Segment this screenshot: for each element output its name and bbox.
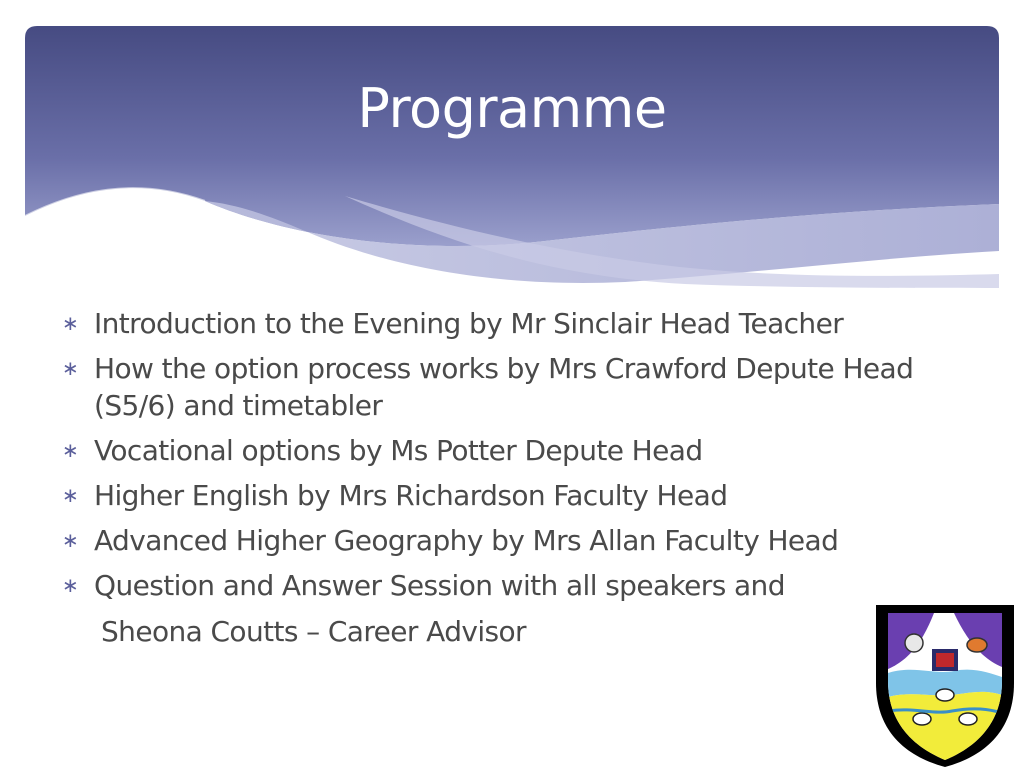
slide-title: Programme bbox=[357, 77, 667, 140]
asterisk-bullet-icon: ∗ bbox=[62, 483, 79, 507]
header-band bbox=[25, 26, 999, 288]
asterisk-bullet-icon: ∗ bbox=[62, 438, 79, 462]
asterisk-bullet-icon: ∗ bbox=[62, 311, 79, 335]
list-item bbox=[62, 350, 922, 424]
bullet-text: Vocational options by Ms Potter Depute Head bbox=[94, 434, 703, 467]
list-item bbox=[62, 522, 922, 559]
bullet-text: Advanced Higher Geography by Mrs Allan Faculty Head bbox=[94, 524, 839, 557]
list-item bbox=[62, 477, 922, 514]
bullet-text: How the option process works by Mrs Crawford Depute Head (S5/6) and timetabler bbox=[94, 352, 914, 422]
list-item bbox=[62, 432, 922, 469]
list-item bbox=[62, 305, 922, 342]
bullet-text: Question and Answer Session with all speakers and bbox=[94, 569, 785, 602]
bullet-text: Introduction to the Evening by Mr Sinclair Head Teacher bbox=[94, 307, 844, 340]
school-crest-icon bbox=[874, 603, 1016, 768]
bullet-continuation: Sheona Coutts – Career Advisor bbox=[101, 615, 526, 648]
header-wave-graphic bbox=[25, 26, 999, 288]
asterisk-bullet-icon: ∗ bbox=[62, 356, 79, 380]
asterisk-bullet-icon: ∗ bbox=[62, 528, 79, 552]
bullet-list bbox=[62, 305, 922, 612]
bullet-text: Higher English by Mrs Richardson Faculty Head bbox=[94, 479, 728, 512]
list-item bbox=[62, 567, 922, 604]
asterisk-bullet-icon: ∗ bbox=[62, 573, 79, 597]
